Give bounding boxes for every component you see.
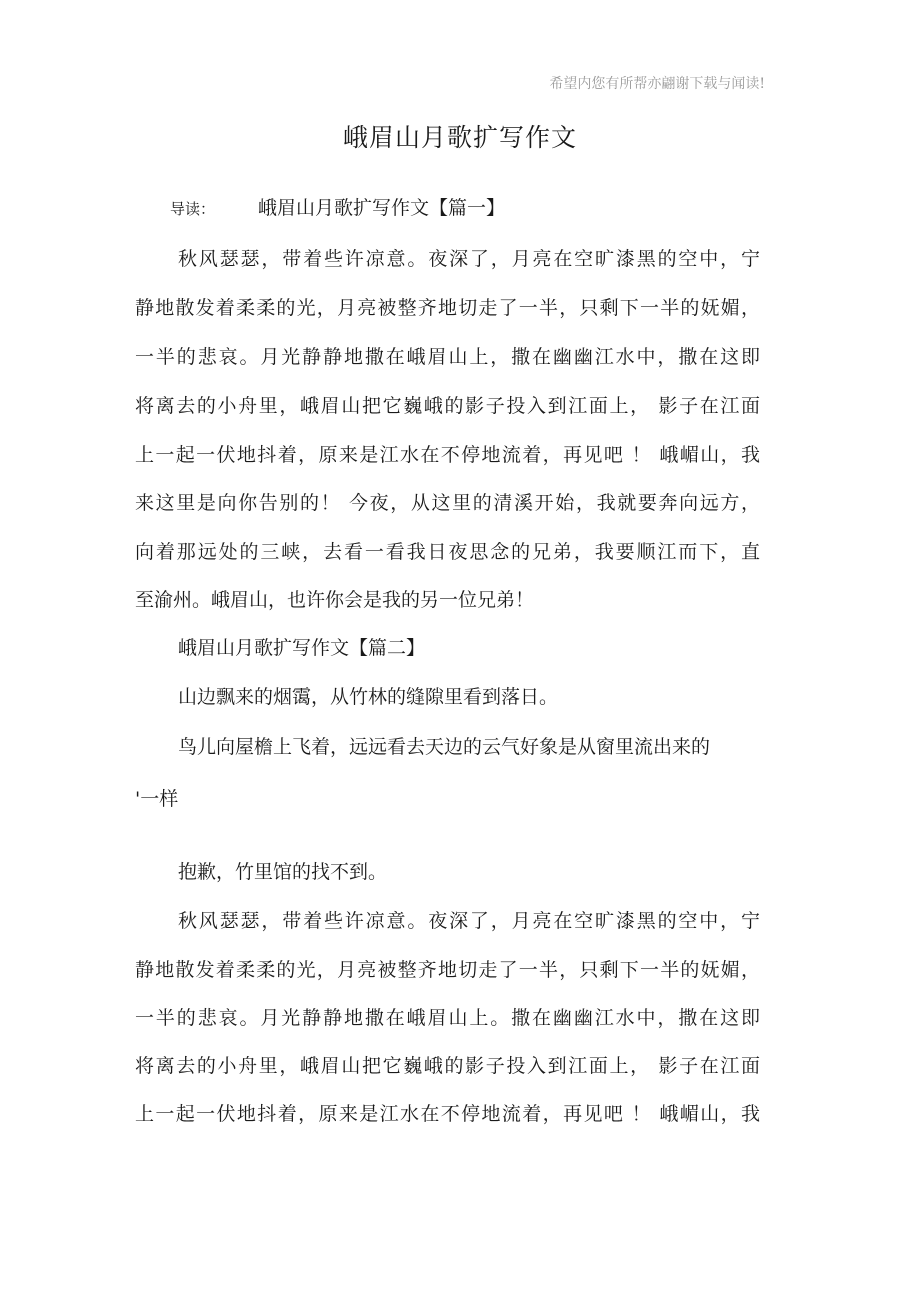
paragraph-line: 至渝州。峨眉山，也许你会是我的另一位兄弟！ bbox=[135, 589, 535, 611]
paragraph-line: 静地散发着柔柔的光，月亮被整齐地切走了一半，只剩下一半的妩媚， bbox=[135, 959, 760, 981]
header-note: 希望内您有所帮亦翩谢下载与闻读! bbox=[549, 76, 765, 92]
section-heading-2: 峨眉山月歌扩写作文【篇二】 bbox=[178, 637, 426, 659]
intro-label: 导读： bbox=[170, 200, 216, 218]
paragraph-line: 上一起一伏地抖着，原来是江水在不停地流着，再见吧 ！ 峨嵋山，我 bbox=[135, 444, 760, 466]
paragraph-line: 秋风瑟瑟，带着些许凉意。夜深了，月亮在空旷漆黑的空中，宁 bbox=[178, 248, 760, 270]
paragraph-line: 山边飘来的烟霭，从竹林的缝隙里看到落日。 bbox=[178, 686, 559, 708]
paragraph-line: 来这里是向你告别的！ 今夜，从这里的清溪开始，我就要奔向远方， bbox=[135, 492, 760, 514]
paragraph-line: 一半的悲哀。月光静静地撒在峨眉山上，撒在幽幽江水中，撒在这即 bbox=[135, 346, 760, 368]
paragraph-line: 将离去的小舟里，峨眉山把它巍峨的影子投入到江面上， 影子在江面 bbox=[135, 1055, 760, 1077]
section-heading-1: 峨眉山月歌扩写作文【篇一】 bbox=[258, 197, 506, 219]
intro-line bbox=[170, 193, 505, 220]
paragraph-line: 抱歉，竹里馆的找不到。 bbox=[178, 861, 388, 883]
paragraph-line: 静地散发着柔柔的光，月亮被整齐地切走了一半，只剩下一半的妩媚， bbox=[135, 297, 760, 319]
paragraph-line: '一样 bbox=[135, 788, 179, 810]
paragraph-line: 鸟儿向屋檐上飞着，远远看去天边的云气好象是从窗里流出来的 bbox=[178, 736, 711, 758]
paragraph-line: 一半的悲哀。月光静静地撒在峨眉山上。撒在幽幽江水中，撒在这即 bbox=[135, 1007, 760, 1029]
paragraph-line: 上一起一伏地抖着，原来是江水在不停地流着，再见吧 ！ 峨嵋山，我 bbox=[135, 1103, 760, 1125]
document-title: 峨眉山月歌扩写作文 bbox=[342, 123, 577, 152]
paragraph-line: 向着那远处的三峡，去看一看我日夜思念的兄弟，我要顺江而下，直 bbox=[135, 541, 760, 563]
paragraph-line: 秋风瑟瑟，带着些许凉意。夜深了，月亮在空旷漆黑的空中，宁 bbox=[178, 910, 760, 932]
paragraph-line: 将离去的小舟里，峨眉山把它巍峨的影子投入到江面上， 影子在江面 bbox=[135, 395, 760, 417]
